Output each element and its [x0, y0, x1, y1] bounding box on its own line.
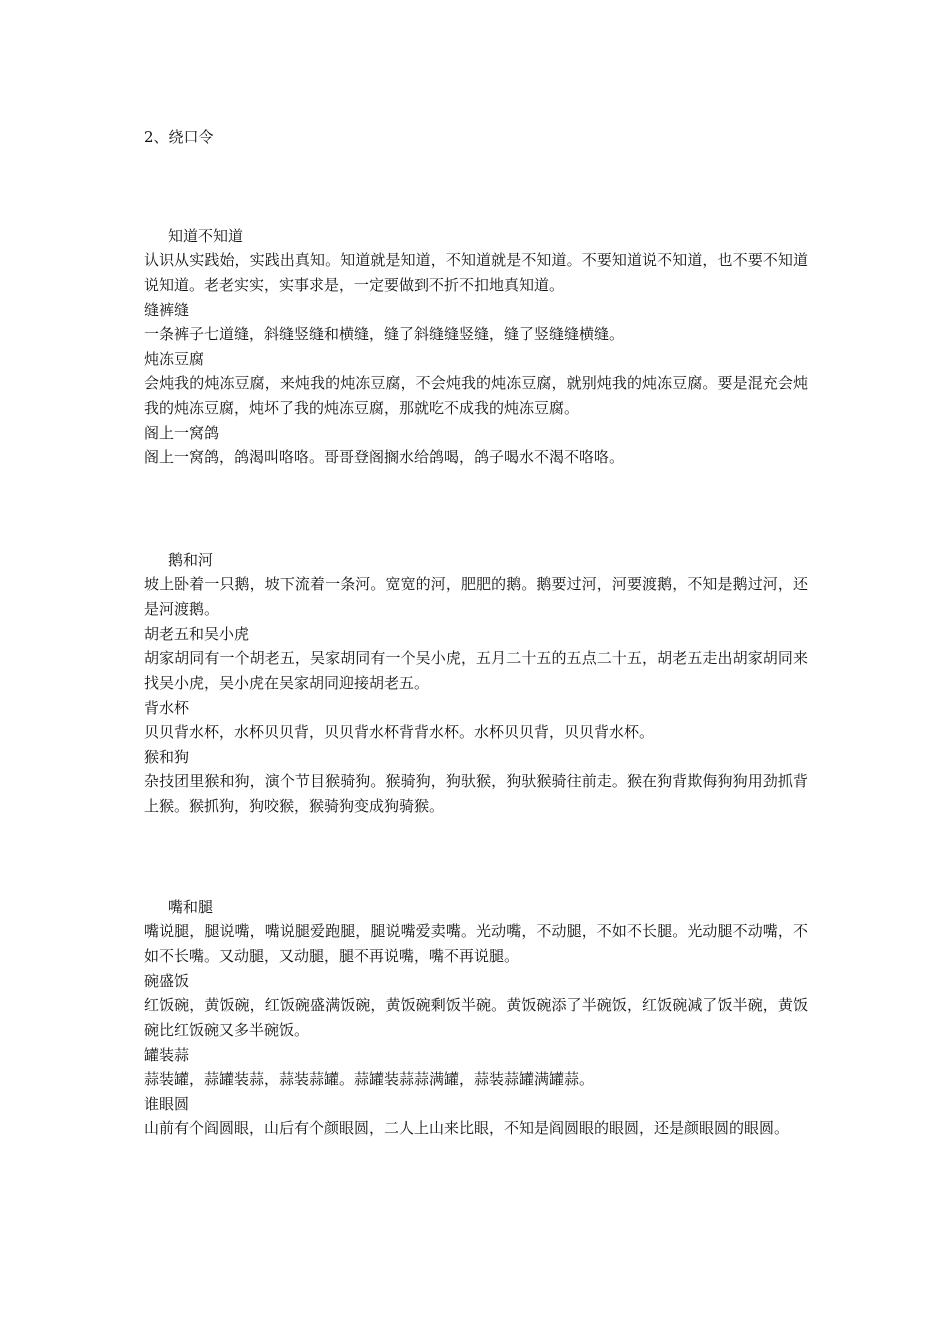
tongue-twister-heading: 谁眼圆 [144, 1095, 190, 1113]
tongue-twister-text: 认识从实践始，实践出真知。知道就是知道，不知道就是不知道。不要知道说不知道，也不要不知道说知道。老老实实，实事求是，一定要做到不折不扣地真知道。 [144, 251, 808, 294]
tongue-twister-text: 阁上一窝鸽，鸽渴叫咯咯。哥哥登阁搁水给鸽喝，鸽子喝水不渴不咯咯。 [144, 448, 625, 466]
tongue-twister-heading: 炖冻豆腐 [144, 350, 205, 368]
document-title: 2、绕口令 [144, 128, 214, 146]
tongue-twister-text: 贝贝背水杯，水杯贝贝背，贝贝背水杯背背水杯。水杯贝贝背，贝贝背水杯。 [144, 723, 655, 741]
tongue-twister-text: 蒜装罐，蒜罐装蒜，蒜装蒜罐。蒜罐装蒜蒜满罐，蒜装蒜罐满罐蒜。 [144, 1070, 595, 1088]
tongue-twister-heading: 碗盛饭 [144, 972, 190, 990]
tongue-twister-text: 红饭碗，黄饭碗，红饭碗盛满饭碗，黄饭碗剩饭半碗。黄饭碗添了半碗饭，红饭碗减了饭半碗，黄饭碗比红饭碗又多半碗饭。 [144, 996, 808, 1039]
tongue-twister-heading: 猴和狗 [144, 748, 190, 766]
section-title: 嘴和腿 [168, 898, 214, 916]
tongue-twister-heading: 罐装蒜 [144, 1046, 190, 1064]
tongue-twister-text: 会炖我的炖冻豆腐，来炖我的炖冻豆腐，不会炖我的炖冻豆腐，就别炖我的炖冻豆腐。要是混充会炖我的炖冻豆腐，炖坏了我的炖冻豆腐，那就吃不成我的炖冻豆腐。 [144, 374, 808, 417]
tongue-twister-text: 山前有个阎圆眼，山后有个颜眼圆，二人上山来比眼，不知是阎圆眼的眼圆，还是颜眼圆的眼圆。 [144, 1119, 790, 1137]
tongue-twister-heading: 胡老五和吴小虎 [144, 625, 250, 643]
tongue-twister-heading: 缝裤缝 [144, 301, 190, 319]
tongue-twister-text: 坡上卧着一只鹅，坡下流着一条河。宽宽的河，肥肥的鹅。鹅要过河，河要渡鹅，不知是鹅过河，还是河渡鹅。 [144, 575, 808, 618]
section-title: 鹅和河 [168, 551, 214, 569]
tongue-twister-heading: 阁上一窝鸽 [144, 424, 220, 442]
tongue-twister-text: 胡家胡同有一个胡老五，吴家胡同有一个吴小虎，五月二十五的五点二十五，胡老五走出胡家胡同来找吴小虎，吴小虎在吴家胡同迎接胡老五。 [144, 649, 808, 692]
tongue-twister-text: 杂技团里猴和狗，演个节目猴骑狗。猴骑狗，狗驮猴，狗驮猴骑往前走。猴在狗背欺侮狗狗用劲抓背上猴。猴抓狗，狗咬猴，猴骑狗变成狗骑猴。 [144, 772, 808, 815]
section-title: 知道不知道 [168, 227, 244, 245]
section-zui-he-tui [144, 895, 808, 1141]
tongue-twister-text: 一条裤子七道缝，斜缝竖缝和横缝，缝了斜缝缝竖缝，缝了竖缝缝横缝。 [144, 325, 625, 343]
tongue-twister-text: 嘴说腿，腿说嘴，嘴说腿爱跑腿，腿说嘴爱卖嘴。光动嘴，不动腿，不如不长腿。光动腿不动嘴，不如不长嘴。又动腿，又动腿，腿不再说嘴，嘴不再说腿。 [144, 922, 808, 965]
section-zhidao-buzhidao [144, 224, 808, 470]
tongue-twister-heading: 背水杯 [144, 699, 190, 717]
section-e-he-he [144, 548, 808, 819]
